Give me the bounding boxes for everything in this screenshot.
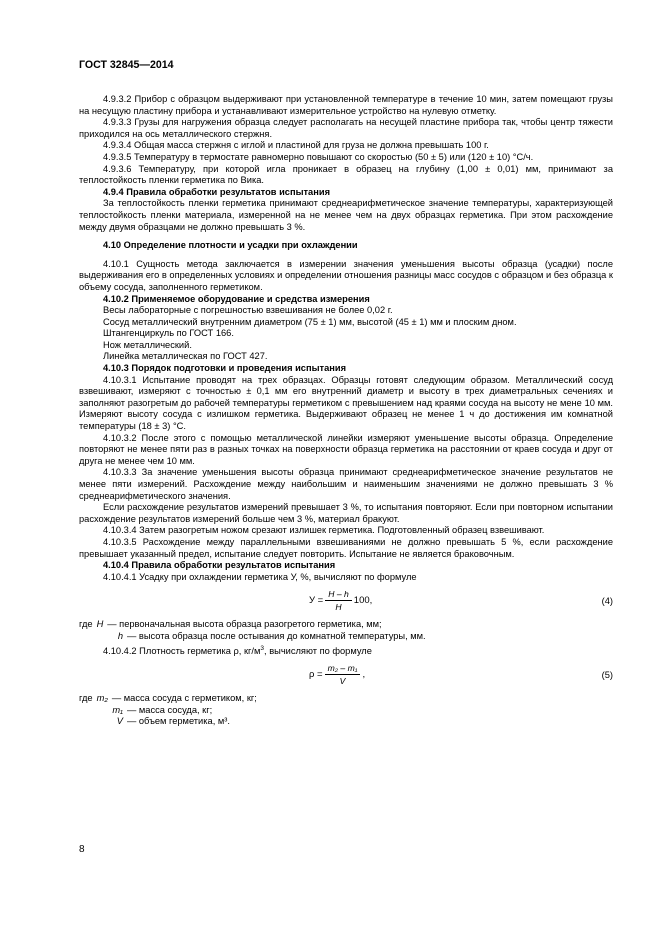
formula-4-number: (4) [601, 596, 613, 607]
equipment-item: Нож металлический. [103, 339, 192, 350]
formula-5-fraction [325, 663, 361, 686]
legend-row [79, 631, 613, 643]
formula-4 [79, 587, 613, 617]
formula-4-body [309, 589, 372, 612]
equipment-item: Линейка металлическая по ГОСТ 427. [103, 351, 268, 362]
formula-5-body [309, 663, 365, 686]
paragraph-4-10-3-5: 4.10.3.5 Расхождение между параллельными взвешиваниями не должно превышать 5 %, если расхождение превышает указанный предел, испытание следует повторить. Испытание не является браковочным. [79, 536, 613, 559]
legend-text: — первоначальная высота образца разогретого герметика, мм; [107, 619, 382, 630]
equipment-item: Весы лабораторные с погрешностью взвешивания не более 0,02 г. [103, 305, 393, 316]
legend-row [79, 693, 613, 705]
paragraph-4-10-3-2: 4.10.3.2 После этого с помощью металлической линейки измеряют уменьшение высоты образца. Определение повторяют не менее пяти раз в разных точках на поверхности образца герметика на расстоянии от краев сосуда и друг от друга не менее чем 10 мм. [79, 432, 613, 466]
formula-5-denominator: V [339, 676, 346, 687]
formula-4-denominator: H [335, 602, 342, 613]
paragraph-4-10-3-3-repeat: Если расхождение результатов измерений превышает 3 %, то испытания повторяют. Если при повторном испытании расхождение результатов измерений больше чем 3 %, материал бракуют. [79, 502, 613, 524]
legend-symbol: h [117, 630, 123, 641]
heading-4-10-3: 4.10.3 Порядок подготовки и проведения испытания [103, 363, 346, 374]
legend-symbol: H [96, 619, 104, 630]
legend-text: — масса сосуда с герметиком, кг; [111, 693, 257, 704]
equipment-item: Штангенциркуль по ГОСТ 166. [103, 328, 234, 339]
legend-row [79, 619, 613, 631]
formula-4-fraction [325, 589, 352, 612]
paragraph-4-10-4-2 [79, 643, 613, 658]
legend-symbol: m₂ [96, 693, 108, 704]
paragraph-4-10-4-2-start: 4.10.4.2 Плотность герметика ρ, кг/м [103, 645, 261, 656]
paragraph-4-9-3-6: 4.9.3.6 Температуру, при которой игла проникает в образец на глубину (1,00 ± 0,01) мм, принимают за теплостойкость пленки герметика по Вика. [79, 163, 613, 186]
paragraph-4-9-3-5: 4.9.3.5 Температуру в термостате равномерно повышают со скоростью (50 ± 5) или (120 ± 10) °С/ч. [103, 151, 534, 162]
legend-lead: где [79, 619, 93, 630]
legend-text: — высота образца после остывания до комнатной температуры, мм. [127, 630, 426, 641]
formula-4-lhs: У = [309, 595, 324, 607]
formula-4-numerator: H – h [325, 589, 352, 601]
paragraph-4-9-4: За теплостойкость пленки герметика принимают среднеарифметическое значение температуры, характеризующей теплостойкость пленки материала, измеренной на не менее чем на двух образцах герметика. При этом расхождение между двумя образцами не должно превышать 3 %. [79, 198, 613, 232]
legend-lead: где [79, 693, 93, 704]
legend-text: — масса сосуда, кг; [127, 704, 213, 715]
legend-row [79, 705, 613, 717]
page-content [79, 94, 613, 728]
heading-4-10: 4.10 Определение плотности и усадки при охлаждении [103, 240, 358, 251]
paragraph-4-10-4-1: 4.10.4.1 Усадку при охлаждении герметика У, %, вычисляют по формуле [103, 571, 417, 582]
formula-5-number: (5) [601, 670, 613, 681]
heading-4-9-4: 4.9.4 Правила обработки результатов испытания [103, 186, 330, 197]
heading-4-10-2: 4.10.2 Применяемое оборудование и средства измерения [103, 293, 370, 304]
formula-4-legend [79, 619, 613, 642]
heading-4-10-4: 4.10.4 Правила обработки результатов испытания [103, 560, 336, 571]
paragraph-4-9-3-4: 4.9.3.4 Общая масса стержня с иглой и пластиной для груза не должна превышать 100 г. [103, 140, 489, 151]
paragraph-4-10-3-3: 4.10.3.3 За значение уменьшения высоты образца принимают среднеарифметическое значение результатов не менее пяти измерений. Расхождение между наибольшим и наименьшим значениями не должно превышать 3 % среднеарифметического значения. [79, 467, 613, 501]
legend-symbol: V [116, 716, 123, 727]
equipment-item: Сосуд металлический внутренним диаметром (75 ± 1) мм, высотой (45 ± 1) мм и плоским дном. [103, 316, 517, 327]
paragraph-4-10-3-1: 4.10.3.1 Испытание проводят на трех образцах. Образцы готовят следующим образом. Металлический сосуд взвешивают, измеряют с точностью ± 0,1 мм его внутренний диаметр и высоту в трех диаметральных сечениях и заполняют разогретым до рабочей температуры герметиком с превышением над краями сосуда на высоту не мене 10 мм. Измеряют высоту сосуда с излишком герметика. Выдерживают образец не менее 1 ч до достижения им комнатной температуры (18 ± 3) °С. [79, 374, 613, 432]
page-number: 8 [79, 844, 85, 855]
cubic-superscript: 3 [260, 644, 265, 652]
formula-5-tail: , [362, 668, 366, 680]
formula-5-lhs: ρ = [309, 668, 323, 680]
paragraph-4-10-1: 4.10.1 Сущность метода заключается в измерении значения уменьшения высоты образца (усадки) после выдерживания его в определенных условиях и определении отношения разницы масс сосудов с образцом и без образца к объему сосуда, заполненного герметиком. [79, 258, 613, 292]
formula-5-legend [79, 693, 613, 728]
paragraph-4-10-3-4: 4.10.3.4 Затем разогретым ножом срезают излишек герметика. Подготовленный образец взвешивают. [103, 525, 545, 536]
formula-5 [79, 661, 613, 691]
paragraph-4-9-3-2: 4.9.3.2 Прибор с образцом выдерживают при установленной температуре в течение 10 мин, затем помещают грузы на несущую пластину прибора и устанавливают измерительное устройство на нулевую отметку. [79, 94, 613, 116]
standard-header: ГОСТ 32845—2014 [79, 59, 174, 71]
paragraph-4-9-3-3: 4.9.3.3 Грузы для нагружения образца следует располагать на несущей пластине прибора так, чтобы центр тяжести приходился на ось металлического стержня. [79, 117, 613, 139]
legend-row [79, 716, 613, 728]
legend-symbol: m₁ [112, 704, 123, 715]
legend-text: — объем герметика, м³. [127, 716, 230, 727]
paragraph-4-10-4-2-end: , вычисляют по формуле [264, 645, 372, 656]
formula-4-tail: 100, [353, 595, 373, 607]
formula-5-numerator: m₂ – m₁ [325, 663, 361, 675]
